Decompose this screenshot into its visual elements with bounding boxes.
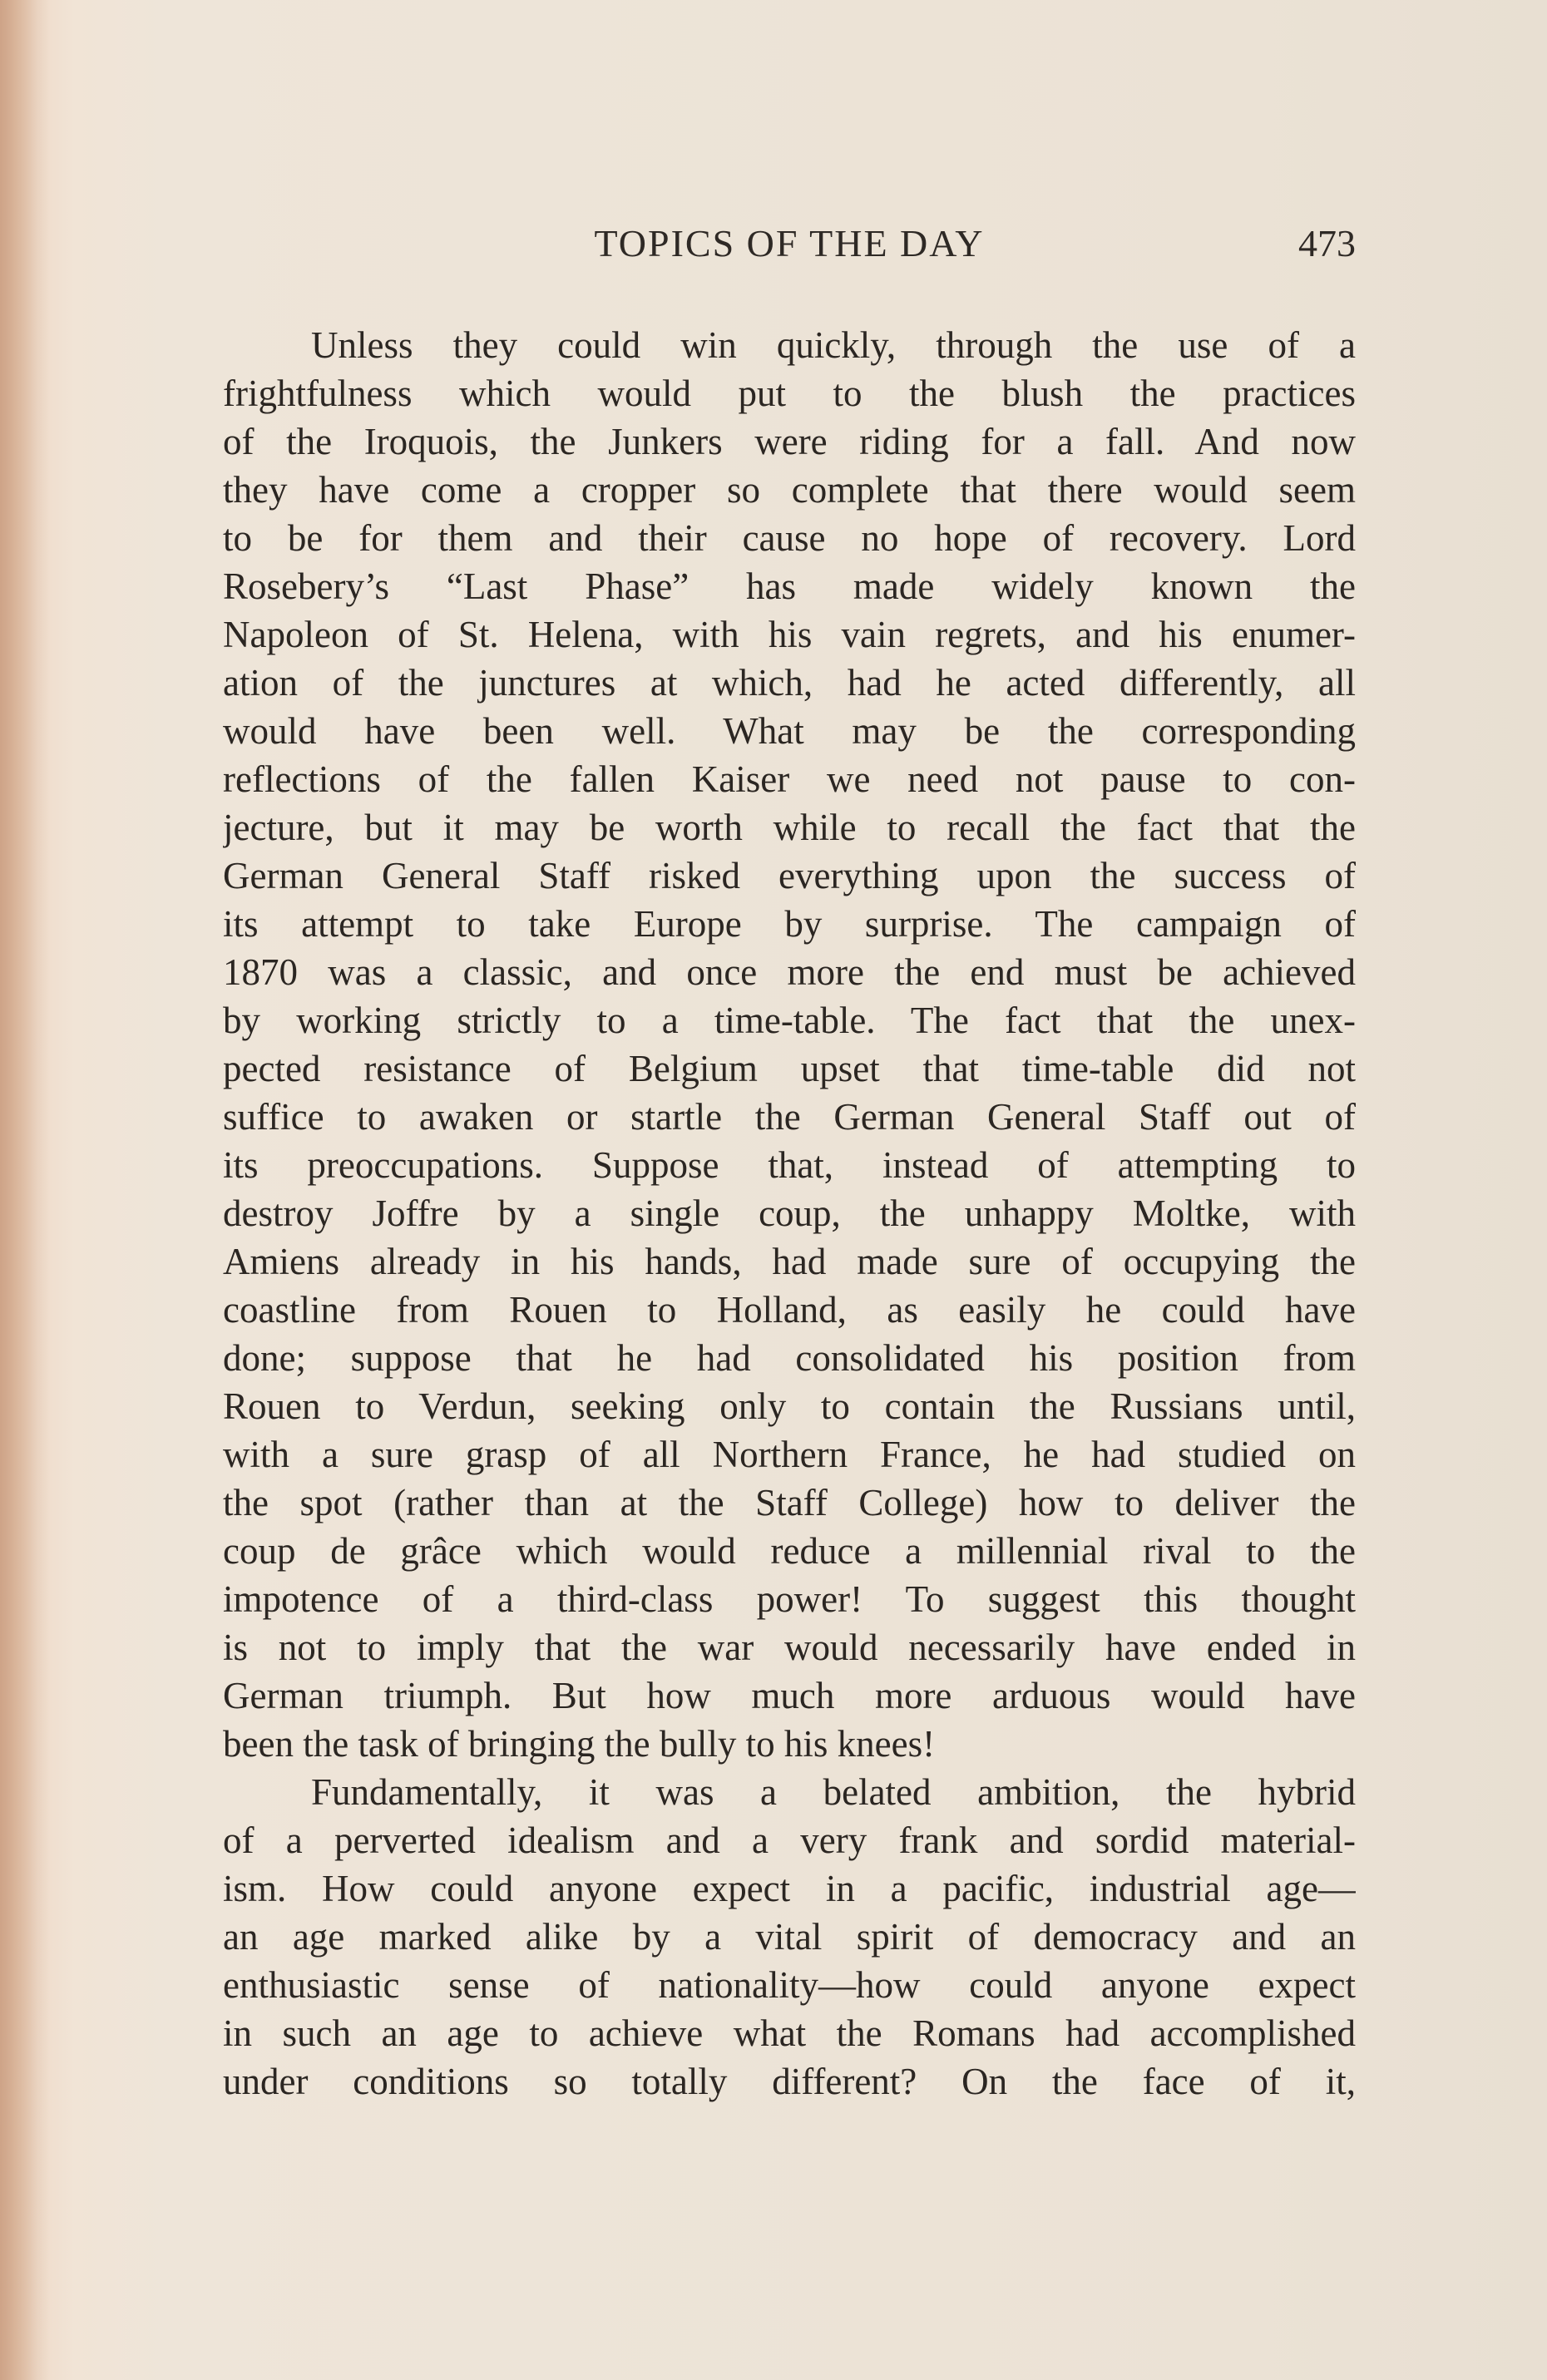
text-line: Rouen to Verdun, seeking only to contain the Russians until, (223, 1385, 1356, 1427)
text-line: is not to imply that the war would necessarily have ended in (223, 1627, 1356, 1668)
text-line: its attempt to take Europe by surprise. The campaign of (223, 903, 1356, 945)
text-line: enthusiastic sense of nationality—how could anyone expect (223, 1964, 1356, 2006)
text-line: done; suppose that he had consolidated his position from (223, 1337, 1356, 1379)
text-line: of a perverted idealism and a very frank and sordid material- (223, 1820, 1356, 1861)
text-line: frightfulness which would put to the blush the practices (223, 373, 1356, 414)
text-line: to be for them and their cause no hope of recovery. Lord (223, 517, 1356, 559)
text-line: been the task of bringing the bully to his knees! (223, 1723, 936, 1765)
text-line: reflections of the fallen Kaiser we need not pause to con- (223, 758, 1356, 800)
text-line: by working strictly to a time-table. The fact that the unex- (223, 1000, 1356, 1041)
text-line: suffice to awaken or startle the German General Staff out of (223, 1096, 1356, 1138)
text-line: in such an age to achieve what the Romans had accomplished (223, 2012, 1356, 2054)
text-line: Unless they could win quickly, through the use of a (311, 324, 1356, 366)
paragraph-2 (223, 1768, 1356, 2106)
text-line: German General Staff risked everything upon the success of (223, 855, 1356, 896)
text-line: the spot (rather than at the Staff College) how to deliver the (223, 1482, 1356, 1523)
paragraph-1 (223, 321, 1356, 1768)
text-line: ism. How could anyone expect in a pacific, industrial age— (223, 1868, 1356, 1909)
running-title: TOPICS OF THE DAY (594, 222, 985, 264)
text-line: pected resistance of Belgium upset that time-table did not (223, 1048, 1356, 1089)
text-line: its preoccupations. Suppose that, instead of attempting to (223, 1144, 1356, 1186)
text-line: Rosebery’s “Last Phase” has made widely known the (223, 565, 1356, 607)
text-line: Amiens already in his hands, had made sure of occupying the (223, 1241, 1356, 1282)
text-line: with a sure grasp of all Northern France, he had studied on (223, 1434, 1356, 1475)
body-text (223, 321, 1356, 2106)
page-number: 473 (1298, 222, 1356, 264)
text-line: 1870 was a classic, and once more the end must be achieved (223, 951, 1356, 993)
binding-gutter-shadow (0, 0, 50, 2380)
text-line: Napoleon of St. Helena, with his vain regrets, and his enumer- (223, 614, 1356, 655)
text-line: coup de grâce which would reduce a millennial rival to the (223, 1530, 1356, 1572)
text-line: they have come a cropper so complete that there would seem (223, 469, 1356, 511)
text-line: jecture, but it may be worth while to recall the fact that the (223, 807, 1356, 848)
text-line: Fundamentally, it was a belated ambition, the hybrid (311, 1771, 1356, 1813)
text-line: would have been well. What may be the corresponding (223, 710, 1356, 752)
text-line: an age marked alike by a vital spirit of democracy and an (223, 1916, 1356, 1958)
text-line: of the Iroquois, the Junkers were riding for a fall. And now (223, 421, 1356, 462)
text-line: destroy Joffre by a single coup, the unhappy Moltke, with (223, 1192, 1356, 1234)
text-line: impotence of a third-class power! To suggest this thought (223, 1578, 1356, 1620)
text-line: coastline from Rouen to Holland, as easily he could have (223, 1289, 1356, 1331)
running-head (223, 215, 1356, 273)
text-line: ation of the junctures at which, had he acted differently, all (223, 662, 1356, 704)
text-line: under conditions so totally different? On the face of it, (223, 2061, 1356, 2102)
text-line: German triumph. But how much more arduous would have (223, 1675, 1356, 1716)
